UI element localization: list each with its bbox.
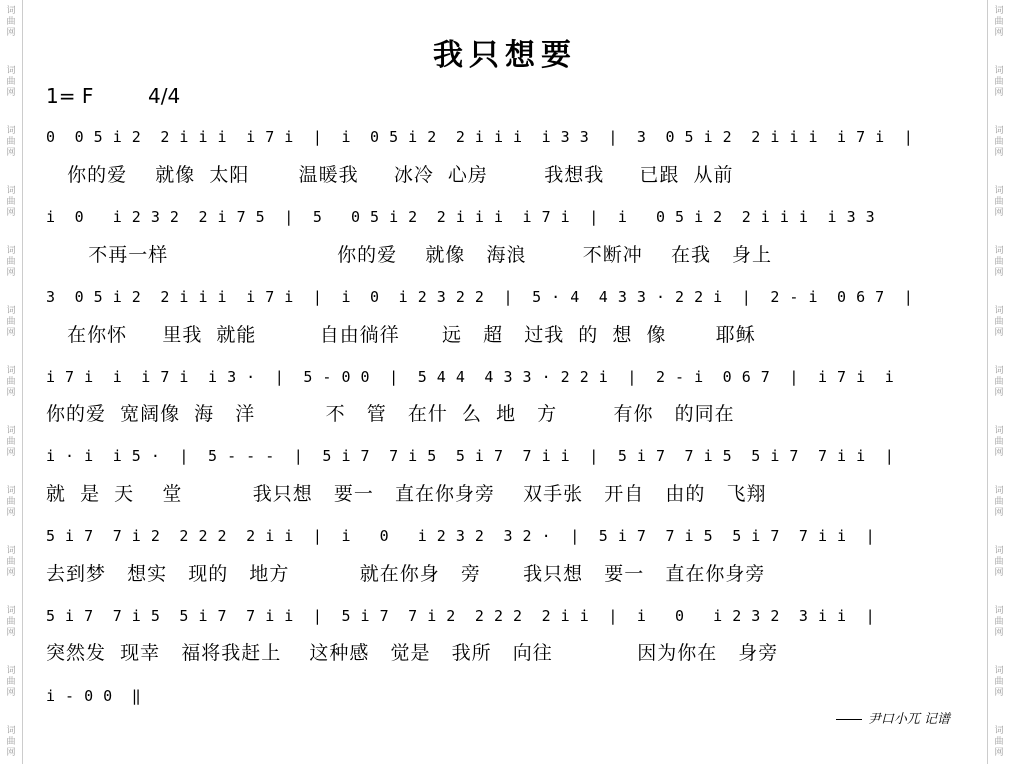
lyric-line-5: 就 是 天 堂 我只想 要一 直在你身旁 双手张 开自 由的 飞翔: [46, 483, 767, 505]
watermark: 词 曲 网: [6, 666, 16, 698]
watermark: 词 曲 网: [994, 66, 1004, 98]
watermark: 词 曲 网: [994, 486, 1004, 518]
watermark: 词 曲 网: [994, 726, 1004, 758]
lyric-line-1: 你的爱 就像 太阳 温暖我 冰冷 心房 我想我 已跟 从前: [46, 164, 734, 186]
watermark: 词 曲 网: [994, 6, 1004, 38]
lyric-line-4: 你的爱 宽阔像 海 洋 不 管 在什 么 地 方 有你 的同在: [46, 403, 735, 425]
watermark: 词 曲 网: [994, 426, 1004, 458]
watermark: 词 曲 网: [6, 186, 16, 218]
watermark: 词 曲 网: [994, 126, 1004, 158]
notation-line-6: 5 i 7 7 i 2 2 2 2 2 i i | i 0 i 2 3 2 3 2 · | 5 i 7 7 i 5 5 i 7 7 i i |: [46, 527, 876, 545]
watermark: 词 曲 网: [994, 186, 1004, 218]
credit-dash: [836, 719, 862, 720]
watermark: 词 曲 网: [6, 66, 16, 98]
watermark: 词 曲 网: [6, 366, 16, 398]
left-watermark-strip: [0, 0, 23, 764]
time-signature: 4/4: [148, 84, 181, 108]
notation-line-8: i - 0 0 ‖: [46, 687, 142, 705]
watermark: 词 曲 网: [6, 726, 16, 758]
key-signature: 1= F: [46, 84, 94, 108]
watermark: 词 曲 网: [994, 606, 1004, 638]
lyric-line-3: 在你怀 里我 就能 自由徜徉 远 超 过我 的 想 像 耶稣: [46, 324, 756, 346]
notation-line-7: 5 i 7 7 i 5 5 i 7 7 i i | 5 i 7 7 i 2 2 2 2 2 i i | i 0 i 2 3 2 3 i i |: [46, 607, 876, 625]
watermark: 词 曲 网: [6, 126, 16, 158]
watermark: 词 曲 网: [994, 546, 1004, 578]
watermark: 词 曲 网: [6, 6, 16, 38]
watermark: 词 曲 网: [994, 666, 1004, 698]
watermark: 词 曲 网: [994, 366, 1004, 398]
lyric-line-7: 突然发 现幸 福将我赶上 这种感 觉是 我所 向往 因为你在 身旁: [46, 642, 779, 664]
notation-line-5: i · i i 5 · | 5 - - - | 5 i 7 7 i 5 5 i 7 7 i i | 5 i 7 7 i 5 5 i 7 7 i i |: [46, 447, 895, 465]
notation-line-1: 0 0 5 i 2 2 i i i i 7 i | i 0 5 i 2 2 i i i i 3 3 | 3 0 5 i 2 2 i i i i 7 i |: [46, 128, 914, 146]
right-watermark-strip: [987, 0, 1010, 764]
watermark: 词 曲 网: [994, 306, 1004, 338]
watermark: 词 曲 网: [6, 306, 16, 338]
transcriber-credit: [836, 708, 950, 727]
notation-line-4: i 7 i i i 7 i i 3 · | 5 - 0 0 | 5 4 4 4 3 3 · 2 2 i | 2 - i 0 6 7 | i 7 i i: [46, 368, 895, 386]
watermark: 词 曲 网: [6, 486, 16, 518]
watermark: 词 曲 网: [994, 246, 1004, 278]
watermark: 词 曲 网: [6, 606, 16, 638]
watermark: 词 曲 网: [6, 246, 16, 278]
credit-text: 尹口小兀 记谱: [867, 712, 950, 727]
song-title: 我只想要: [433, 38, 577, 73]
watermark: 词 曲 网: [6, 426, 16, 458]
notation-line-3: 3 0 5 i 2 2 i i i i 7 i | i 0 i 2 3 2 2 | 5 · 4 4 3 3 · 2 2 i | 2 - i 0 6 7 |: [46, 288, 914, 306]
lyric-line-6: 去到梦 想实 现的 地方 就在你身 旁 我只想 要一 直在你身旁: [46, 563, 766, 585]
lyric-line-2: 不再一样 你的爱 就像 海浪 不断冲 在我 身上: [46, 244, 773, 266]
watermark: 词 曲 网: [6, 546, 16, 578]
notation-line-2: i 0 i 2 3 2 2 i 7 5 | 5 0 5 i 2 2 i i i i 7 i | i 0 5 i 2 2 i i i i 3 3: [46, 208, 876, 226]
